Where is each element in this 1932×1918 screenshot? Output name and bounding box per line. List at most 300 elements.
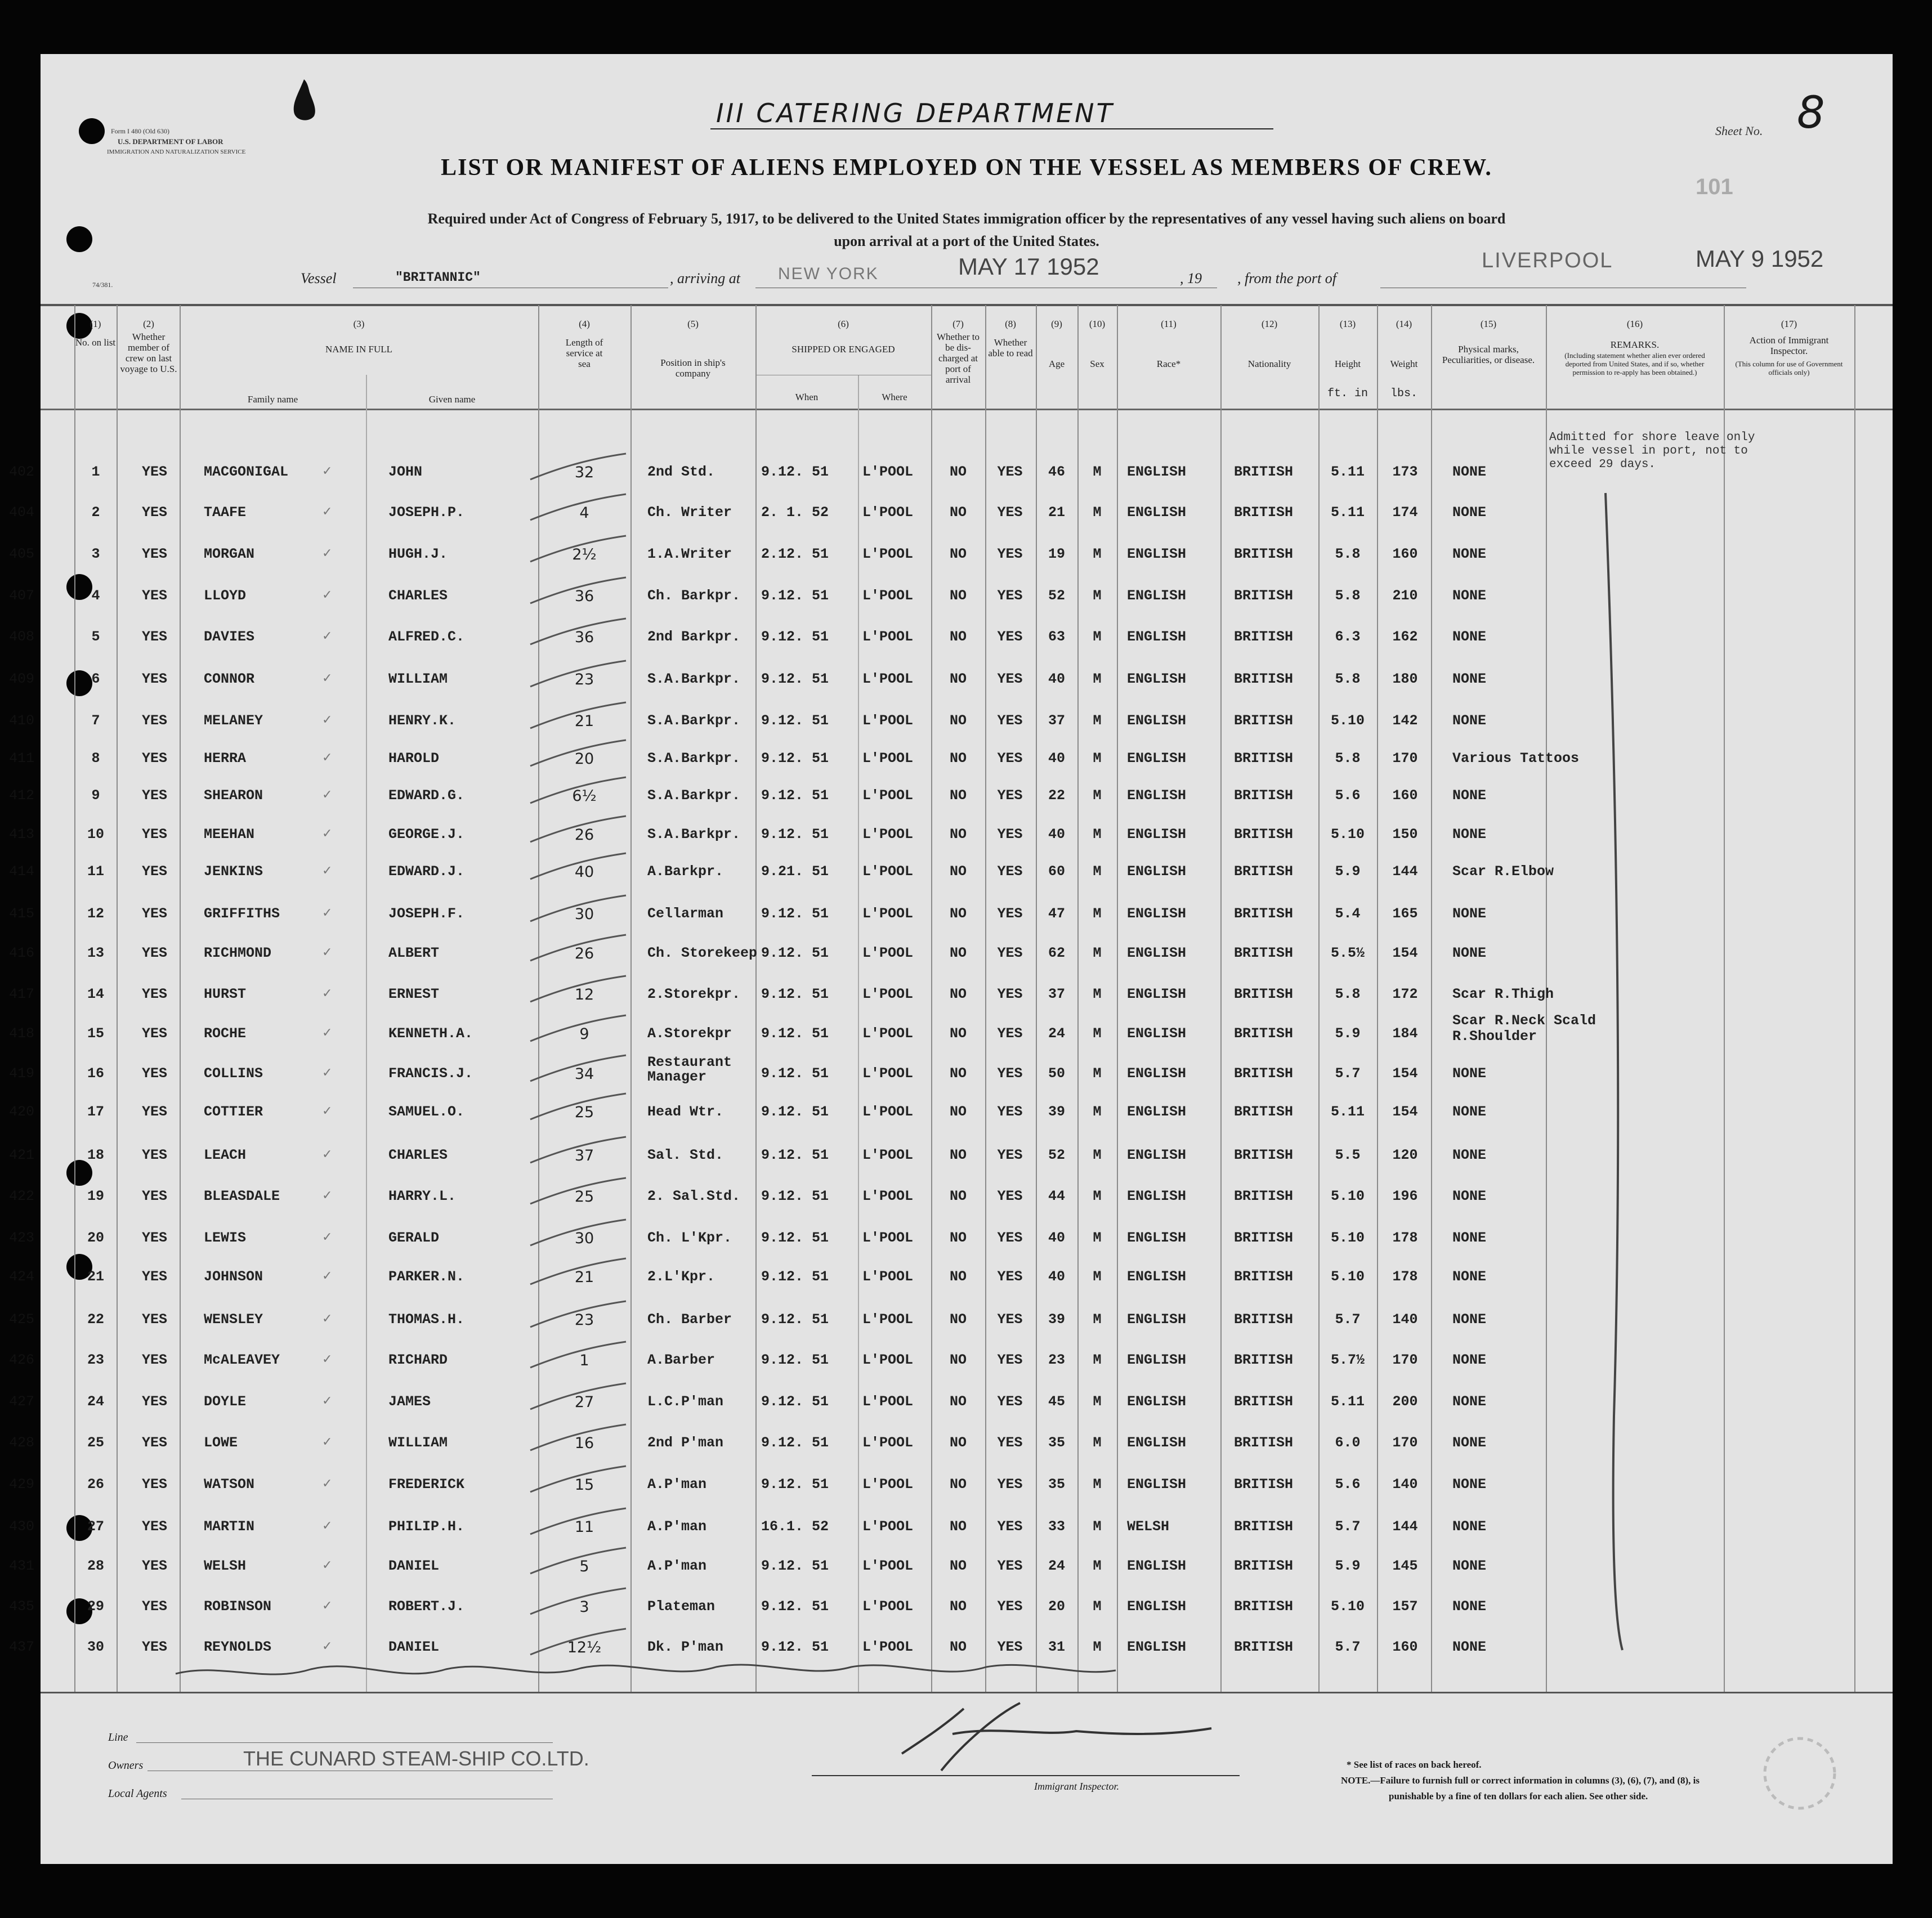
row-ref-number: 412 xyxy=(9,787,35,804)
row-family-name: LLOYD xyxy=(204,588,247,604)
row-age: 62 xyxy=(1048,945,1065,961)
row-shipped-when: 9.12. 51 xyxy=(761,750,829,767)
row-nationality: BRITISH xyxy=(1234,1476,1294,1493)
row-physical-marks: NONE xyxy=(1452,1311,1487,1328)
row-sex: M xyxy=(1093,1065,1102,1082)
row-height: 5.9 xyxy=(1335,1558,1361,1574)
row-height: 5.8 xyxy=(1335,546,1361,562)
row-ref-number: 408 xyxy=(9,629,35,645)
row-position: Cellarman xyxy=(647,906,724,922)
remarks-note-line: while vessel in port, not to xyxy=(1549,445,1748,458)
footer-note-1: * See list of races on back hereof. xyxy=(1347,1759,1482,1770)
row-nationality: BRITISH xyxy=(1234,629,1294,645)
row-shipped-where: L'POOL xyxy=(862,945,914,961)
row-race: ENGLISH xyxy=(1127,1639,1187,1655)
row-list-number: 9 xyxy=(91,787,100,804)
row-sex: M xyxy=(1093,464,1102,480)
form-number: Form I 480 (Old 630) xyxy=(111,127,169,135)
row-nationality: BRITISH xyxy=(1234,1352,1294,1368)
row-discharged: NO xyxy=(949,1476,967,1493)
row-position: Restaurant Manager xyxy=(647,1054,732,1085)
row-length-of-service: 36 xyxy=(574,629,594,646)
row-physical-marks: NONE xyxy=(1452,1518,1487,1535)
header-col-6: (6) SHIPPED OR ENGAGED xyxy=(791,319,895,355)
row-last-voyage: YES xyxy=(142,826,168,843)
row-position: L.C.P'man xyxy=(647,1393,724,1410)
row-discharged: NO xyxy=(949,1065,967,1082)
row-sex: M xyxy=(1093,1230,1102,1246)
row-height: 5.10 xyxy=(1330,1230,1365,1246)
row-discharged: NO xyxy=(949,1518,967,1535)
row-discharged: NO xyxy=(949,750,967,767)
row-last-voyage: YES xyxy=(142,1435,168,1451)
check-mark-icon: ✓ xyxy=(322,1558,333,1572)
row-given-name: HUGH.J. xyxy=(388,546,448,562)
row-race: ENGLISH xyxy=(1127,1065,1187,1082)
row-last-voyage: YES xyxy=(142,1311,168,1328)
row-weight: 120 xyxy=(1392,1147,1418,1163)
row-nationality: BRITISH xyxy=(1234,1393,1294,1410)
row-list-number: 26 xyxy=(87,1476,104,1493)
row-given-name: ALBERT xyxy=(388,945,440,961)
row-shipped-where: L'POOL xyxy=(862,504,914,521)
row-shipped-where: L'POOL xyxy=(862,1435,914,1451)
row-list-number: 6 xyxy=(91,671,100,687)
row-age: 37 xyxy=(1048,712,1065,729)
row-age: 40 xyxy=(1048,1269,1065,1285)
row-last-voyage: YES xyxy=(142,629,168,645)
row-list-number: 29 xyxy=(87,1598,104,1615)
row-ref-number: 411 xyxy=(9,750,35,767)
row-height: 5.7 xyxy=(1335,1518,1361,1535)
row-age: 24 xyxy=(1048,1025,1065,1042)
footer-line-underline xyxy=(136,1742,553,1743)
row-family-name: WATSON xyxy=(204,1476,255,1493)
row-race: ENGLISH xyxy=(1127,826,1187,843)
row-height: 5.7 xyxy=(1335,1639,1361,1655)
row-shipped-where: L'POOL xyxy=(862,750,914,767)
row-able-to-read: YES xyxy=(997,986,1023,1002)
row-position: Ch. Writer xyxy=(647,504,732,521)
row-length-of-service: 16 xyxy=(574,1435,594,1452)
row-position: 2. Sal.Std. xyxy=(647,1188,741,1204)
row-nationality: BRITISH xyxy=(1234,1435,1294,1451)
row-list-number: 24 xyxy=(87,1393,104,1410)
row-discharged: NO xyxy=(949,1435,967,1451)
row-list-number: 20 xyxy=(87,1230,104,1246)
row-last-voyage: YES xyxy=(142,1639,168,1655)
row-nationality: BRITISH xyxy=(1234,750,1294,767)
row-nationality: BRITISH xyxy=(1234,1558,1294,1574)
row-ref-number: 402 xyxy=(9,464,35,480)
row-ref-number: 428 xyxy=(9,1435,35,1451)
row-sex: M xyxy=(1093,1147,1102,1163)
row-last-voyage: YES xyxy=(142,1393,168,1410)
check-mark-icon: ✓ xyxy=(322,1188,333,1202)
row-length-of-service: 5 xyxy=(579,1558,589,1575)
row-given-name: GEORGE.J. xyxy=(388,826,465,843)
header-col-3: (3) NAME IN FULL xyxy=(325,319,392,355)
row-position: S.A.Barkpr. xyxy=(647,712,741,729)
row-weight: 180 xyxy=(1392,671,1418,687)
row-age: 33 xyxy=(1048,1518,1065,1535)
row-given-name: JAMES xyxy=(388,1393,431,1410)
row-race: ENGLISH xyxy=(1127,1476,1187,1493)
check-mark-icon: ✓ xyxy=(322,504,333,518)
check-mark-icon: ✓ xyxy=(322,1269,333,1283)
row-weight: 154 xyxy=(1392,945,1418,961)
row-position: 2.Storekpr. xyxy=(647,986,741,1002)
row-weight: 184 xyxy=(1392,1025,1418,1042)
row-weight: 140 xyxy=(1392,1311,1418,1328)
row-ref-number: 430 xyxy=(9,1518,35,1535)
row-able-to-read: YES xyxy=(997,588,1023,604)
row-length-of-service: 12½ xyxy=(567,1639,602,1656)
row-position: 2nd Barkpr. xyxy=(647,629,741,645)
row-shipped-where: L'POOL xyxy=(862,1269,914,1285)
row-sex: M xyxy=(1093,546,1102,562)
row-nationality: BRITISH xyxy=(1234,787,1294,804)
row-age: 45 xyxy=(1048,1393,1065,1410)
row-shipped-when: 9.21. 51 xyxy=(761,863,829,880)
check-mark-icon: ✓ xyxy=(322,1311,333,1325)
row-age: 52 xyxy=(1048,588,1065,604)
inspector-signature-line xyxy=(812,1775,1240,1776)
row-given-name: KENNETH.A. xyxy=(388,1025,473,1042)
row-age: 52 xyxy=(1048,1147,1065,1163)
row-family-name: SHEARON xyxy=(204,787,263,804)
row-race: ENGLISH xyxy=(1127,1558,1187,1574)
row-list-number: 28 xyxy=(87,1558,104,1574)
row-list-number: 11 xyxy=(87,863,104,880)
row-last-voyage: YES xyxy=(142,1104,168,1120)
row-sex: M xyxy=(1093,588,1102,604)
sheet-number-label: Sheet No. xyxy=(1715,124,1763,138)
row-list-number: 14 xyxy=(87,986,104,1002)
row-race: ENGLISH xyxy=(1127,546,1187,562)
remarks-note-line: Admitted for shore leave only xyxy=(1549,431,1755,444)
row-weight: 142 xyxy=(1392,712,1418,729)
row-race: ENGLISH xyxy=(1127,1311,1187,1328)
row-discharged: NO xyxy=(949,1230,967,1246)
row-family-name: MARTIN xyxy=(204,1518,255,1535)
row-position: A.P'man xyxy=(647,1518,707,1535)
row-shipped-where: L'POOL xyxy=(862,546,914,562)
row-given-name: JOSEPH.P. xyxy=(388,504,465,521)
row-family-name: COLLINS xyxy=(204,1065,263,1082)
row-shipped-where: L'POOL xyxy=(862,906,914,922)
row-ref-number: 410 xyxy=(9,712,35,729)
row-sex: M xyxy=(1093,1352,1102,1368)
check-mark-icon: ✓ xyxy=(322,826,333,840)
row-able-to-read: YES xyxy=(997,1269,1023,1285)
row-ref-number: 413 xyxy=(9,826,35,843)
row-height: 5.8 xyxy=(1335,588,1361,604)
vessel-label: Vessel xyxy=(301,270,337,286)
row-nationality: BRITISH xyxy=(1234,1269,1294,1285)
row-shipped-where: L'POOL xyxy=(862,1476,914,1493)
row-given-name: EDWARD.G. xyxy=(388,787,465,804)
row-discharged: NO xyxy=(949,826,967,843)
row-weight: 150 xyxy=(1392,826,1418,843)
row-family-name: McALEAVEY xyxy=(204,1352,280,1368)
check-mark-icon: ✓ xyxy=(322,1065,333,1079)
row-discharged: NO xyxy=(949,546,967,562)
row-family-name: LEWIS xyxy=(204,1230,247,1246)
row-sex: M xyxy=(1093,1311,1102,1328)
row-physical-marks: Scar R.Neck Scald R.Shoulder xyxy=(1452,1012,1596,1045)
row-length-of-service: 40 xyxy=(574,863,594,881)
row-family-name: HURST xyxy=(204,986,247,1002)
row-able-to-read: YES xyxy=(997,863,1023,880)
row-list-number: 19 xyxy=(87,1188,104,1204)
row-last-voyage: YES xyxy=(142,1269,168,1285)
document-title: LIST OR MANIFEST OF ALIENS EMPLOYED ON THE VESSEL AS MEMBERS OF CREW. xyxy=(441,155,1492,181)
row-physical-marks: NONE xyxy=(1452,1230,1487,1246)
row-ref-number: 429 xyxy=(9,1476,35,1493)
row-list-number: 15 xyxy=(87,1025,104,1042)
row-discharged: NO xyxy=(949,1311,967,1328)
row-physical-marks: NONE xyxy=(1452,1104,1487,1120)
row-race: ENGLISH xyxy=(1127,1435,1187,1451)
row-shipped-when: 9.12. 51 xyxy=(761,1352,829,1368)
row-age: 60 xyxy=(1048,863,1065,880)
row-length-of-service: 9 xyxy=(579,1025,589,1043)
row-able-to-read: YES xyxy=(997,1518,1023,1535)
row-family-name: DOYLE xyxy=(204,1393,247,1410)
vessel-name: "BRITANNIC" xyxy=(395,270,481,285)
row-discharged: NO xyxy=(949,588,967,604)
row-height: 5.11 xyxy=(1330,504,1365,521)
row-nationality: BRITISH xyxy=(1234,712,1294,729)
row-able-to-read: YES xyxy=(997,1311,1023,1328)
row-nationality: BRITISH xyxy=(1234,1230,1294,1246)
row-shipped-where: L'POOL xyxy=(862,787,914,804)
row-age: 40 xyxy=(1048,826,1065,843)
row-race: WELSH xyxy=(1127,1518,1170,1535)
row-shipped-when: 9.12. 51 xyxy=(761,629,829,645)
row-given-name: WILLIAM xyxy=(388,671,448,687)
row-physical-marks: NONE xyxy=(1452,1065,1487,1082)
row-length-of-service: 23 xyxy=(574,1311,594,1329)
row-position: Plateman xyxy=(647,1598,715,1615)
row-race: ENGLISH xyxy=(1127,863,1187,880)
row-length-of-service: 20 xyxy=(574,750,594,768)
row-weight: 154 xyxy=(1392,1104,1418,1120)
row-last-voyage: YES xyxy=(142,464,168,480)
row-shipped-when: 2.12. 51 xyxy=(761,546,829,562)
footer-owners-label: Owners xyxy=(108,1759,144,1772)
row-length-of-service: 37 xyxy=(574,1147,594,1164)
row-list-number: 4 xyxy=(91,588,100,604)
row-ref-number: 419 xyxy=(9,1065,35,1082)
row-height: 5.7 xyxy=(1335,1311,1361,1328)
row-race: ENGLISH xyxy=(1127,629,1187,645)
row-position: Dk. P'man xyxy=(647,1639,724,1655)
manifest-sheet xyxy=(9,54,1893,1864)
row-nationality: BRITISH xyxy=(1234,863,1294,880)
row-position: S.A.Barkpr. xyxy=(647,787,741,804)
row-race: ENGLISH xyxy=(1127,1352,1187,1368)
row-shipped-where: L'POOL xyxy=(862,1065,914,1082)
row-race: ENGLISH xyxy=(1127,1025,1187,1042)
row-discharged: NO xyxy=(949,1104,967,1120)
row-discharged: NO xyxy=(949,1269,967,1285)
row-height: 5.6 xyxy=(1335,787,1361,804)
row-race: ENGLISH xyxy=(1127,1393,1187,1410)
check-mark-icon: ✓ xyxy=(322,863,333,877)
row-last-voyage: YES xyxy=(142,1065,168,1082)
row-race: ENGLISH xyxy=(1127,1269,1187,1285)
row-family-name: WENSLEY xyxy=(204,1311,263,1328)
row-age: 24 xyxy=(1048,1558,1065,1574)
row-physical-marks: NONE xyxy=(1452,1188,1487,1204)
check-mark-icon: ✓ xyxy=(322,787,333,801)
row-height: 5.10 xyxy=(1330,1188,1365,1204)
row-nationality: BRITISH xyxy=(1234,504,1294,521)
row-family-name: ROCHE xyxy=(204,1025,247,1042)
row-list-number: 13 xyxy=(87,945,104,961)
row-physical-marks: NONE xyxy=(1452,546,1487,562)
row-weight: 200 xyxy=(1392,1393,1418,1410)
row-age: 63 xyxy=(1048,629,1065,645)
row-length-of-service: 27 xyxy=(574,1393,594,1411)
departure-port-stamp: LIVERPOOL xyxy=(1482,249,1613,272)
row-sex: M xyxy=(1093,1639,1102,1655)
row-last-voyage: YES xyxy=(142,1598,168,1615)
row-height: 5.8 xyxy=(1335,671,1361,687)
row-discharged: NO xyxy=(949,1558,967,1574)
row-ref-number: 425 xyxy=(9,1311,35,1328)
check-mark-icon: ✓ xyxy=(322,1147,333,1161)
remarks-note-line: exceed 29 days. xyxy=(1549,458,1656,471)
row-weight: 140 xyxy=(1392,1476,1418,1493)
row-length-of-service: 26 xyxy=(574,826,594,844)
row-height: 5.5½ xyxy=(1330,945,1365,961)
row-shipped-when: 2. 1. 52 xyxy=(761,504,829,521)
arrival-port-stamp: NEW YORK xyxy=(778,265,879,283)
row-nationality: BRITISH xyxy=(1234,1639,1294,1655)
header-family-name: Family name xyxy=(247,394,298,405)
check-mark-icon: ✓ xyxy=(322,1435,333,1449)
row-height: 5.9 xyxy=(1335,863,1361,880)
row-ref-number: 415 xyxy=(9,906,35,922)
row-height: 5.8 xyxy=(1335,986,1361,1002)
header-shipped-where: Where xyxy=(882,392,907,402)
row-physical-marks: NONE xyxy=(1452,945,1487,961)
row-shipped-where: L'POOL xyxy=(862,1104,914,1120)
row-ref-number: 427 xyxy=(9,1393,35,1410)
row-nationality: BRITISH xyxy=(1234,1104,1294,1120)
check-mark-icon: ✓ xyxy=(322,906,333,920)
row-race: ENGLISH xyxy=(1127,1230,1187,1246)
row-able-to-read: YES xyxy=(997,1065,1023,1082)
row-physical-marks: Scar R.Elbow xyxy=(1452,863,1554,880)
row-weight: 144 xyxy=(1392,1518,1418,1535)
row-physical-marks: NONE xyxy=(1452,1558,1487,1574)
row-given-name: PARKER.N. xyxy=(388,1269,465,1285)
footer-agents-label: Local Agents xyxy=(108,1787,167,1800)
row-weight: 170 xyxy=(1392,1435,1418,1451)
row-nationality: BRITISH xyxy=(1234,1065,1294,1082)
row-age: 20 xyxy=(1048,1598,1065,1615)
header-col-14: (14) Weight lbs. xyxy=(1390,319,1418,400)
row-given-name: ERNEST xyxy=(388,986,440,1002)
row-shipped-where: L'POOL xyxy=(862,1352,914,1368)
row-family-name: COTTIER xyxy=(204,1104,263,1120)
row-last-voyage: YES xyxy=(142,1230,168,1246)
row-weight: 144 xyxy=(1392,863,1418,880)
header-col-12: (12) Nationality xyxy=(1247,319,1291,369)
row-nationality: BRITISH xyxy=(1234,906,1294,922)
row-sex: M xyxy=(1093,906,1102,922)
row-length-of-service: 6½ xyxy=(572,787,597,805)
row-age: 31 xyxy=(1048,1639,1065,1655)
row-race: ENGLISH xyxy=(1127,945,1187,961)
row-discharged: NO xyxy=(949,1188,967,1204)
row-ref-number: 422 xyxy=(9,1188,35,1204)
row-family-name: LEACH xyxy=(204,1147,247,1163)
row-age: 44 xyxy=(1048,1188,1065,1204)
row-age: 46 xyxy=(1048,464,1065,480)
row-position: A.Storekpr xyxy=(647,1025,732,1042)
header-given-name: Given name xyxy=(428,394,476,405)
row-ref-number: 414 xyxy=(9,863,35,880)
arrival-date-stamp: MAY 17 1952 xyxy=(958,253,1099,280)
check-mark-icon: ✓ xyxy=(322,1639,333,1653)
row-height: 5.8 xyxy=(1335,750,1361,767)
row-ref-number: 405 xyxy=(9,546,35,562)
footer-note-3: punishable by a fine of ten dollars for each alien. See other side. xyxy=(1389,1791,1648,1802)
document-subtitle-2: upon arrival at a port of the United States. xyxy=(834,233,1099,249)
row-nationality: BRITISH xyxy=(1234,464,1294,480)
row-shipped-where: L'POOL xyxy=(862,1147,914,1163)
row-given-name: HARRY.L. xyxy=(388,1188,457,1204)
row-nationality: BRITISH xyxy=(1234,546,1294,562)
row-height: 5.5 xyxy=(1335,1147,1361,1163)
row-list-number: 21 xyxy=(87,1269,104,1285)
row-sex: M xyxy=(1093,986,1102,1002)
row-given-name: DANIEL xyxy=(388,1558,440,1574)
row-discharged: NO xyxy=(949,1025,967,1042)
row-age: 40 xyxy=(1048,750,1065,767)
row-family-name: JENKINS xyxy=(204,863,263,880)
row-shipped-where: L'POOL xyxy=(862,1558,914,1574)
row-physical-marks: NONE xyxy=(1452,1435,1487,1451)
row-position: A.P'man xyxy=(647,1558,707,1574)
row-last-voyage: YES xyxy=(142,546,168,562)
row-family-name: MEEHAN xyxy=(204,826,255,843)
row-discharged: NO xyxy=(949,1598,967,1615)
row-list-number: 3 xyxy=(91,546,100,562)
row-sex: M xyxy=(1093,750,1102,767)
row-ref-number: 416 xyxy=(9,945,35,961)
row-last-voyage: YES xyxy=(142,1518,168,1535)
row-ref-number: 423 xyxy=(9,1230,35,1246)
row-age: 40 xyxy=(1048,1230,1065,1246)
row-length-of-service: 32 xyxy=(574,464,594,481)
header-col-1: (1) No. on list xyxy=(75,319,116,348)
row-physical-marks: NONE xyxy=(1452,1598,1487,1615)
row-weight: 170 xyxy=(1392,1352,1418,1368)
row-position: A.Barkpr. xyxy=(647,863,724,880)
row-sex: M xyxy=(1093,1435,1102,1451)
check-mark-icon: ✓ xyxy=(322,1476,333,1490)
row-weight: 160 xyxy=(1392,546,1418,562)
header-col-4: (4) Length of service at sea xyxy=(565,319,603,369)
row-discharged: NO xyxy=(949,1393,967,1410)
row-physical-marks: NONE xyxy=(1452,588,1487,604)
